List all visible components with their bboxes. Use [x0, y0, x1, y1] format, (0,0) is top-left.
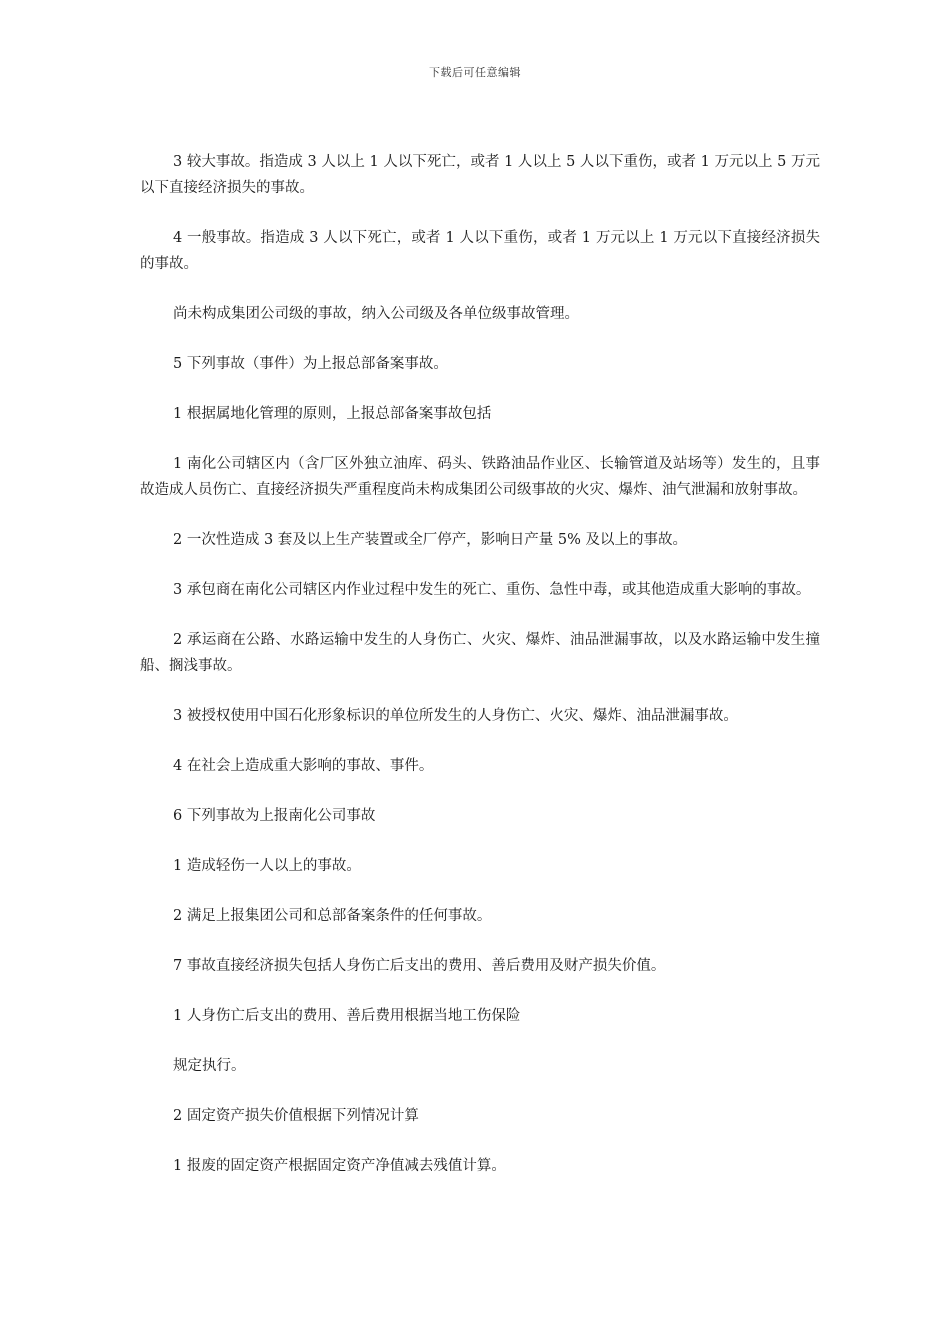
paragraph-19: 1 报废的固定资产根据固定资产净值减去残值计算。	[173, 1158, 506, 1174]
paragraph-16: 1 人身伤亡后支出的费用、善后费用根据当地工伤保险	[173, 1008, 521, 1024]
paragraph-7: 2 一次性造成 3 套及以上生产装置或全厂停产，影响日产量 5% 及以上的事故。	[173, 532, 687, 548]
paragraph-6: 1 南化公司辖区内（含厂区外独立油库、码头、铁路油品作业区、长输管道及站场等）发生的，且事故造成人员伤亡、直接经济损失严重程度尚未构成集团公司级事故的火灾、爆炸、油气泄漏和放射事故。	[140, 456, 820, 498]
paragraph-12: 6 下列事故为上报南化公司事故	[173, 808, 376, 824]
paragraph-9: 2 承运商在公路、水路运输中发生的人身伤亡、火灾、爆炸、油品泄漏事故，以及水路运输中发生撞船、搁浅事故。	[140, 632, 820, 674]
paragraph-15: 7 事故直接经济损失包括人身伤亡后支出的费用、善后费用及财产损失价值。	[173, 958, 666, 974]
paragraph-5: 1 根据属地化管理的原则，上报总部备案事故包括	[173, 406, 492, 422]
document-body	[140, 149, 820, 1203]
paragraph-18: 2 固定资产损失价值根据下列情况计算	[173, 1108, 419, 1124]
paragraph-3: 尚未构成集团公司级的事故，纳入公司级及各单位级事故管理。	[173, 306, 579, 322]
paragraph-13: 1 造成轻伤一人以上的事故。	[173, 858, 361, 874]
paragraph-2: 4 一般事故。指造成 3 人以下死亡，或者 1 人以下重伤，或者 1 万元以上 1 万元以下直接经济损失的事故。	[140, 230, 820, 272]
paragraph-4: 5 下列事故（事件）为上报总部备案事故。	[173, 356, 448, 372]
paragraph-1: 3 较大事故。指造成 3 人以上 1 人以下死亡，或者 1 人以上 5 人以下重伤，或者 1 万元以上 5 万元以下直接经济损失的事故。	[140, 154, 820, 196]
paragraph-11: 4 在社会上造成重大影响的事故、事件。	[173, 758, 434, 774]
paragraph-8: 3 承包商在南化公司辖区内作业过程中发生的死亡、重伤、急性中毒，或其他造成重大影响的事故。	[173, 582, 811, 598]
page-header: 下载后可任意编辑	[429, 66, 521, 79]
paragraph-17: 规定执行。	[173, 1058, 246, 1074]
paragraph-10: 3 被授权使用中国石化形象标识的单位所发生的人身伤亡、火灾、爆炸、油品泄漏事故。	[173, 708, 738, 724]
paragraph-14: 2 满足上报集团公司和总部备案条件的任何事故。	[173, 908, 492, 924]
